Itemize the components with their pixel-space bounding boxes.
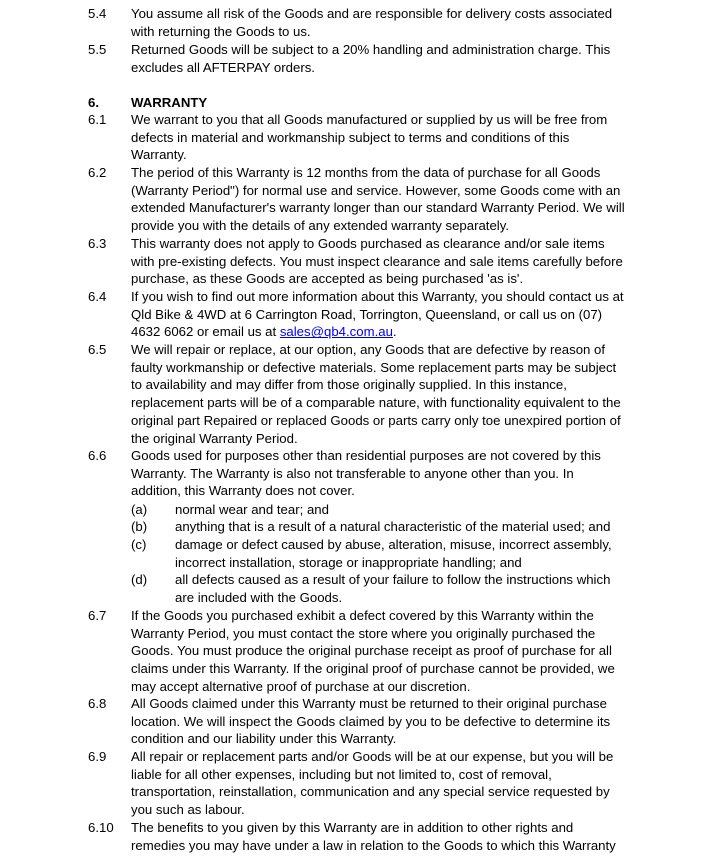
clause-number: 6.2 xyxy=(88,165,107,180)
subclause-letter: (d) xyxy=(131,572,148,587)
clause-number: 5.5 xyxy=(88,42,107,57)
clause-line: Goods used for purposes other than residential purposes are not covered by this xyxy=(131,448,601,463)
clause-text xyxy=(131,819,641,854)
clause-line: transportation, reinstallation, communication and any special service requested by xyxy=(131,784,610,800)
clause-number: 6.7 xyxy=(88,608,107,623)
clause-text xyxy=(131,235,641,288)
clause-line: All repair or replacement parts and/or Goods will be at our expense, but you will be xyxy=(131,749,614,764)
clause-text xyxy=(131,695,641,748)
clause-line: replacement parts will be of a comparable nature, with functionality equivalent to the xyxy=(131,395,621,411)
clause-line: original part Repaired or replaced Goods or parts carry only toe unexpired portion of xyxy=(131,412,621,428)
clause-line: Goods. You must produce the original purchase receipt as proof of purchase for all xyxy=(131,643,612,659)
clause-line: defects in material and workmanship subject to terms and conditions of this xyxy=(131,129,570,145)
section-title: WARRANTY xyxy=(131,95,208,110)
clause-line: Warranty. xyxy=(131,147,187,163)
clause-line: Warranty. The Warranty is also not transferable to anyone other than you. In xyxy=(131,465,574,481)
clause-text xyxy=(131,288,641,341)
clause-line: All Goods claimed under this Warranty must be returned to their original purchase xyxy=(131,696,607,711)
clause-line: extended Manufacturer's warranty longer than our standard Warranty Period. We will xyxy=(131,200,625,216)
clause-text xyxy=(131,111,641,164)
subclause-text: damage or defect caused by abuse, alteration, misuse, incorrect assembly, incorrect installation, storage or inappropriate handling; and xyxy=(175,537,612,570)
clause-line: The benefits to you given by this Warranty are in addition to other rights and xyxy=(131,820,574,835)
clause-line: If the Goods you purchased exhibit a defect covered by this Warranty within the xyxy=(131,608,594,623)
clause-number: 6.9 xyxy=(88,749,107,764)
subclause-text: all defects caused as a result of your failure to follow the instructions which are included with the Goods. xyxy=(175,572,611,605)
clause-line: (Warranty Period") for normal use and service. However, some Goods come with an xyxy=(131,182,621,198)
clause-line: addition, this Warranty does not cover. xyxy=(131,483,355,499)
clause-line: purchase, as these Goods are accepted as being purchased 'as is'. xyxy=(131,271,524,287)
clause-number: 6.4 xyxy=(88,289,107,304)
section-number: 6. xyxy=(88,95,99,110)
clause-number: 6.8 xyxy=(88,696,107,711)
clause-line: location. We will inspect the Goods claimed by you to be defective to determine its xyxy=(131,713,611,729)
clause-number: 6.1 xyxy=(88,112,107,127)
subclause-letter: (b) xyxy=(131,519,148,534)
clause-line: provide you with the details of any extended warranty separately. xyxy=(131,218,510,234)
clause-line: 4632 6062 or email us at sales@qb4.com.au. xyxy=(131,324,397,340)
clause-line: you such as labour. xyxy=(131,802,245,818)
clause-line: If you wish to find out more information about this Warranty, you should contact us at xyxy=(131,289,624,304)
clause-line: may accept alternative proof of purchase at our discretion. xyxy=(131,678,471,694)
clause-number: 5.4 xyxy=(88,6,107,21)
clause-number: 6.6 xyxy=(88,448,107,463)
clause-text xyxy=(131,447,641,500)
email-link[interactable]: sales@qb4.com.au xyxy=(279,324,393,340)
clause-line: We warrant to you that all Goods manufactured or supplied by us will be free from xyxy=(131,112,608,127)
clause-line: with pre-existing defects. You must inspect clearance and sale items carefully before xyxy=(131,253,623,269)
subclause-text: normal wear and tear; and xyxy=(175,502,329,517)
clause-line: to availability and may differ from those originally supplied. In this instance, xyxy=(131,377,567,393)
clause-line: remedies you may have under a law in relation to the Goods to which this Warranty xyxy=(131,837,616,853)
clause-line: We will repair or replace, at our option, any Goods that are defective by reason of xyxy=(131,342,606,357)
clause-line: condition and our liability under this Warranty. xyxy=(131,731,397,747)
subclause-text: anything that is a result of a natural characteristic of the material used; and xyxy=(175,519,611,534)
clause-text xyxy=(131,748,641,819)
clause-line: claims under this Warranty. If the original proof of purchase cannot be provided, we xyxy=(131,661,615,677)
subclause-letter: (c) xyxy=(131,537,147,552)
clause-text xyxy=(131,341,641,447)
clause-number: 6.5 xyxy=(88,342,107,357)
clause-number: 6.3 xyxy=(88,236,107,251)
subclause-letter: (a) xyxy=(131,502,148,517)
clause-line: Warranty Period, you must contact the store where you originally purchased the xyxy=(131,625,596,641)
clause-line: the original Warranty Period. xyxy=(131,430,298,446)
clause-line: faulty workmanship or defective materials. Some replacement parts may be subject xyxy=(131,359,617,375)
clause-text xyxy=(131,607,641,696)
clause-text xyxy=(131,41,641,76)
clause-line: The period of this Warranty is 12 months from the data of purchase for all Goods xyxy=(131,165,601,180)
clause-line: excludes all AFTERPAY orders. xyxy=(131,59,315,75)
clause-line: This warranty does not apply to Goods purchased as clearance and/or sale items xyxy=(131,236,605,251)
clause-line: You assume all risk of the Goods and are responsible for delivery costs associated xyxy=(131,6,613,21)
clause-line: liable for all other expenses, including but not limited to, cost of removal, xyxy=(131,766,552,782)
clause-line: with returning the Goods to us. xyxy=(131,23,311,39)
clause-line: Returned Goods will be subject to a 20% handling and administration charge. This xyxy=(131,42,611,57)
clause-text xyxy=(131,164,641,235)
clause-number: 6.10 xyxy=(88,820,114,835)
clause-text xyxy=(131,5,641,40)
clause-line: Qld Bike & 4WD at 6 Carrington Road, Torrington, Queensland, or call us on (07) xyxy=(131,306,603,322)
